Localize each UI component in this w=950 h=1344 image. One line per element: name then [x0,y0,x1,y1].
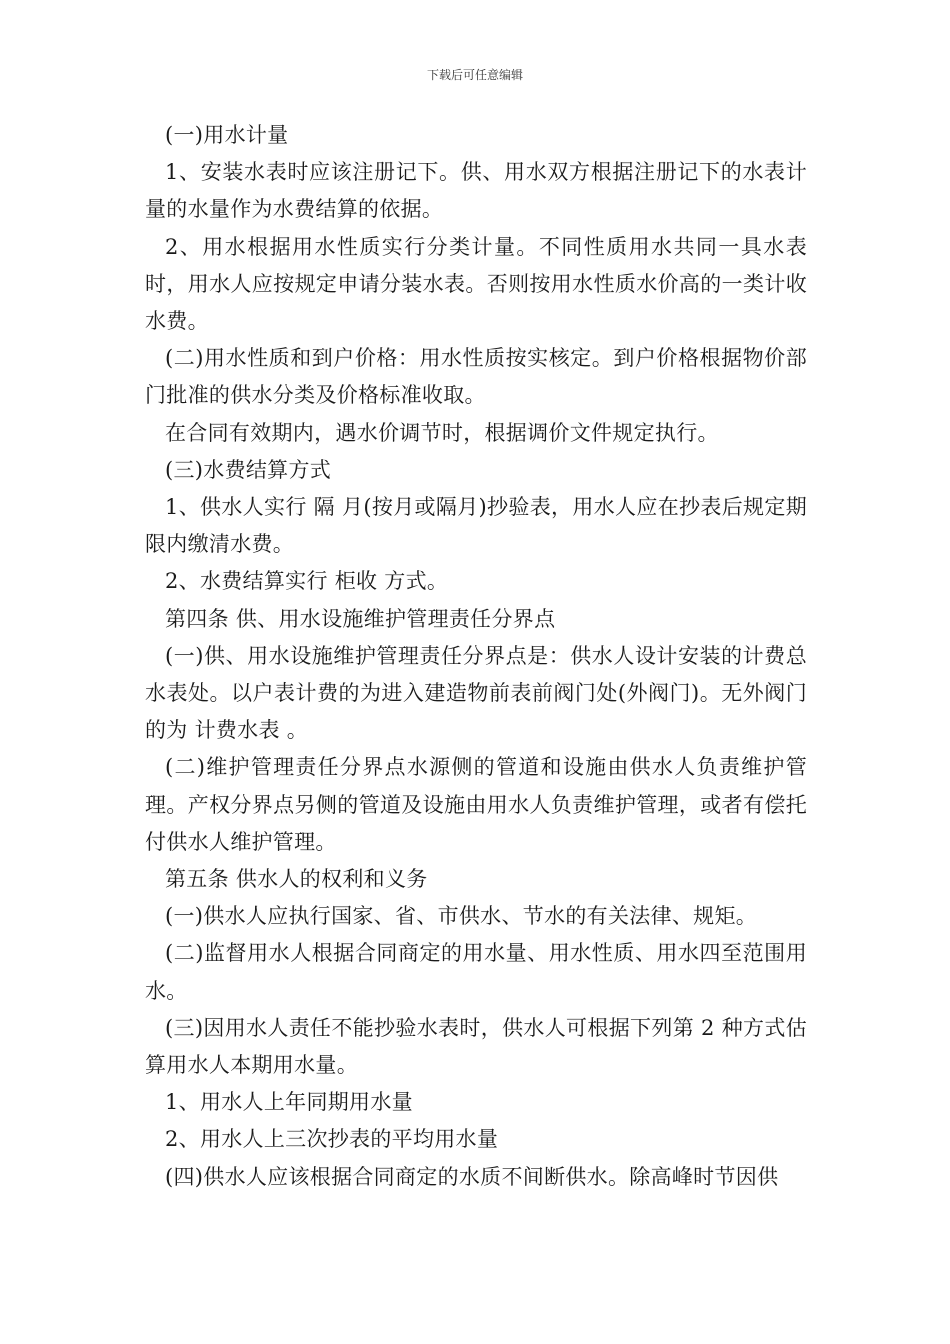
paragraph: (四)供水人应该根据合同商定的水质不间断供水。除高峰时节因供 [165,1164,779,1189]
paragraph: 1、供水人实行 隔 月(按月或隔月)抄验表，用水人应在抄表后规定期限内缴清水费。 [145,495,807,557]
list-item: 2、用水人上三次抄表的平均用水量 [165,1127,499,1152]
paragraph: (二)监督用水人根据合同商定的用水量、用水性质、用水四至范围用水。 [145,941,807,1003]
paragraph: (二)维护管理责任分界点水源侧的管道和设施由供水人负责维护管理。产权分界点另侧的管道及设施由用水人负责维护管理，或者有偿托付供水人维护管理。 [145,755,807,854]
article-heading-5: 第五条 供水人的权利和义务 [165,867,428,892]
paragraph: (一)供、用水设施维护管理责任分界点是：供水人设计安装的计费总水表处。以户表计费的为进入建造物前表前阀门处(外阀门)。无外阀门的为 计费水表 。 [145,643,807,743]
paragraph: (一)供水人应执行国家、省、市供水、节水的有关法律、规矩。 [165,904,758,929]
section-heading-metering: (一)用水计量 [165,123,289,147]
paragraph: 在合同有效期内，遇水价调节时，根据调价文件规定执行。 [165,420,719,445]
article-heading-4: 第四条 供、用水设施维护管理责任分界点 [165,606,556,631]
document-body [145,117,807,1196]
paragraph: 2、水费结算实行 柜收 方式。 [165,569,449,594]
paragraph: (三)因用水人责任不能抄验水表时，供水人可根据下列第 2 种方式估算用水人本期用水量。 [145,1015,807,1078]
page-header: 下载后可任意编辑 [426,68,523,82]
section-heading-billing: (三)水费结算方式 [165,457,332,482]
list-item: 1、用水人上年同期用水量 [165,1090,413,1115]
paragraph: 2、用水根据用水性质实行分类计量。不同性质用水共同一具水表时，用水人应按规定申请分装水表。否则按用水性质水价高的一类计收水费。 [145,234,807,334]
paragraph: 1、安装水表时应该注册记下。供、用水双方根据注册记下的水表计量的水量作为水费结算的依据。 [145,160,807,222]
paragraph: (二)用水性质和到户价格：用水性质按实核定。到户价格根据物价部门批准的供水分类及价格标准收取。 [145,346,807,408]
